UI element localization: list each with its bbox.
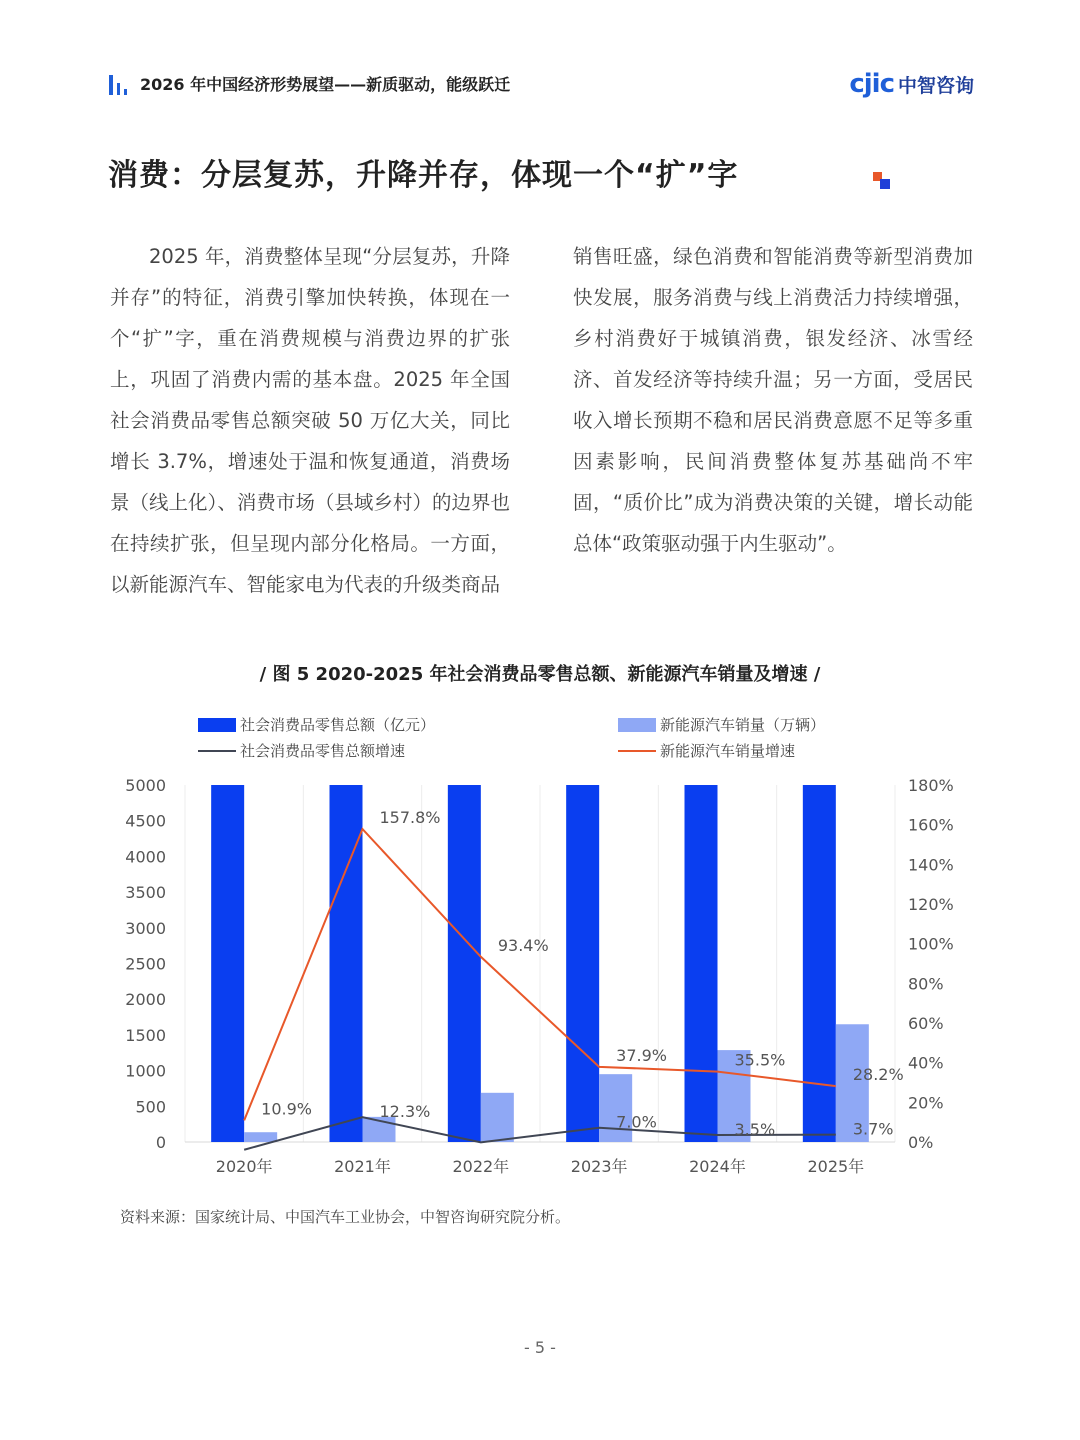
legend-label-retail-growth: 社会消费品零售总额增速 — [240, 742, 406, 760]
y-left-tick-label: 2500 — [125, 954, 166, 974]
y-right-tick-label: 60% — [908, 1014, 944, 1033]
data-label-nev-growth: 157.8% — [379, 808, 441, 828]
page-number: - 5 - — [524, 1338, 556, 1357]
y-left-tick-label: 500 — [135, 1097, 166, 1117]
data-label-nev-growth: 37.9% — [616, 1045, 667, 1065]
data-label-nev-growth: 93.4% — [497, 935, 549, 955]
bar-retail-sales — [566, 785, 599, 1142]
y-right-tick-label: 0% — [908, 1133, 934, 1152]
square-deco-icon — [873, 172, 891, 190]
x-tick-label: 2022年 — [452, 1157, 510, 1176]
chart — [100, 700, 1000, 1190]
y-left-tick-label: 4500 — [125, 811, 166, 831]
chart-plot — [100, 700, 1000, 1190]
body-text-left: 2025 年，消费整体呈现“分层复苏，升降并存”的特征，消费引擎加快转换，体现在一个“扩”字，重在消费规模与消费边界的扩张上，巩固了消费内需的基本盘。2025 年全国社会消费品零售总额突破 50 万亿大关，同比增长 3.7%，增速处于温和恢复通道，消费场景（线上化）、消费市场（县域乡村）的边界也在持续扩张，但呈现内部分化格局。一方面，以新能源汽车、智能家电为代表的升级类商品 — [110, 245, 510, 596]
y-left-tick-label: 3500 — [125, 883, 166, 903]
data-label-retail-growth: 3.7% — [852, 1119, 894, 1139]
y-left-tick-label: 4000 — [125, 847, 166, 867]
y-left-tick-label: 3000 — [125, 918, 166, 938]
y-left-tick-label: 5000 — [125, 776, 166, 795]
legend-label-nev: 新能源汽车销量（万辆） — [660, 716, 826, 734]
legend-label-nev-growth: 新能源汽车销量增速 — [660, 742, 796, 760]
legend-label-retail: 社会消费品零售总额（亿元） — [240, 716, 436, 734]
x-tick-label: 2025年 — [807, 1157, 865, 1176]
bar-mark-icon — [108, 75, 132, 95]
y-right-tick-label: 80% — [908, 974, 944, 994]
bar-nev-sales — [481, 1093, 514, 1142]
y-right-tick-label: 20% — [908, 1093, 944, 1113]
y-right-tick-label: 40% — [908, 1053, 944, 1073]
data-label-nev-growth: 28.2% — [852, 1065, 904, 1085]
x-tick-label: 2020年 — [215, 1157, 273, 1176]
x-tick-label: 2023年 — [570, 1157, 628, 1176]
bar-retail-sales — [685, 785, 718, 1142]
x-tick-label: 2021年 — [334, 1157, 391, 1176]
logo-text: 中智咨询 — [897, 74, 974, 97]
y-right-tick-label: 100% — [908, 934, 954, 954]
source-note: 资料来源：国家统计局、中国汽车工业协会，中智咨询研究院分析。 — [120, 1208, 571, 1226]
figure-title: / 图 5 2020-2025 年社会消费品零售总额、新能源汽车销量及增速 / — [259, 664, 821, 685]
y-left-tick-label: 1000 — [125, 1061, 166, 1081]
bar-retail-sales — [211, 785, 244, 1142]
logo-mark: cjic — [849, 69, 894, 99]
data-label-nev-growth: 35.5% — [734, 1050, 786, 1070]
y-right-tick-label: 180% — [908, 776, 954, 795]
y-left-tick-label: 0 — [155, 1133, 166, 1152]
body-text-right: 销售旺盛，绿色消费和智能消费等新型消费加快发展，服务消费与线上消费活力持续增强，乡村消费好于城镇消费，银发经济、冰雪经济、首发经济等持续升温；另一方面，受居民收入增长预期不稳和居民消费意愿不足等多重因素影响，民间消费整体复苏基础尚不牢固，“质价比”成为消费决策的关键，增长动能总体“政策驱动强于内生驱动”。 — [573, 245, 973, 555]
data-label-retail-growth: 7.0% — [616, 1112, 657, 1132]
y-right-tick-label: 160% — [908, 815, 954, 835]
bar-retail-sales — [803, 785, 836, 1142]
report-title: 2026 年中国经济形势展望——新质驱动，能级跃迁 — [140, 75, 511, 94]
page-header — [108, 66, 974, 106]
y-left-tick-label: 2000 — [125, 990, 166, 1010]
company-logo — [849, 68, 974, 100]
y-right-tick-label: 120% — [908, 895, 954, 914]
y-left-tick-label: 1500 — [125, 1025, 166, 1045]
bar-nev-sales — [244, 1132, 277, 1142]
y-right-tick-label: 140% — [908, 855, 954, 875]
bar-retail-sales — [448, 785, 481, 1142]
data-label-retail-growth: 3.5% — [734, 1120, 776, 1140]
section-title: 消费：分层复苏，升降并存，体现一个“扩”字 — [108, 158, 739, 193]
data-label-nev-growth: 10.9% — [261, 1099, 312, 1119]
data-label-retail-growth: 12.3% — [379, 1102, 431, 1122]
x-tick-label: 2024年 — [689, 1157, 746, 1176]
bar-retail-sales — [330, 785, 363, 1142]
bar-nev-sales — [599, 1074, 632, 1142]
